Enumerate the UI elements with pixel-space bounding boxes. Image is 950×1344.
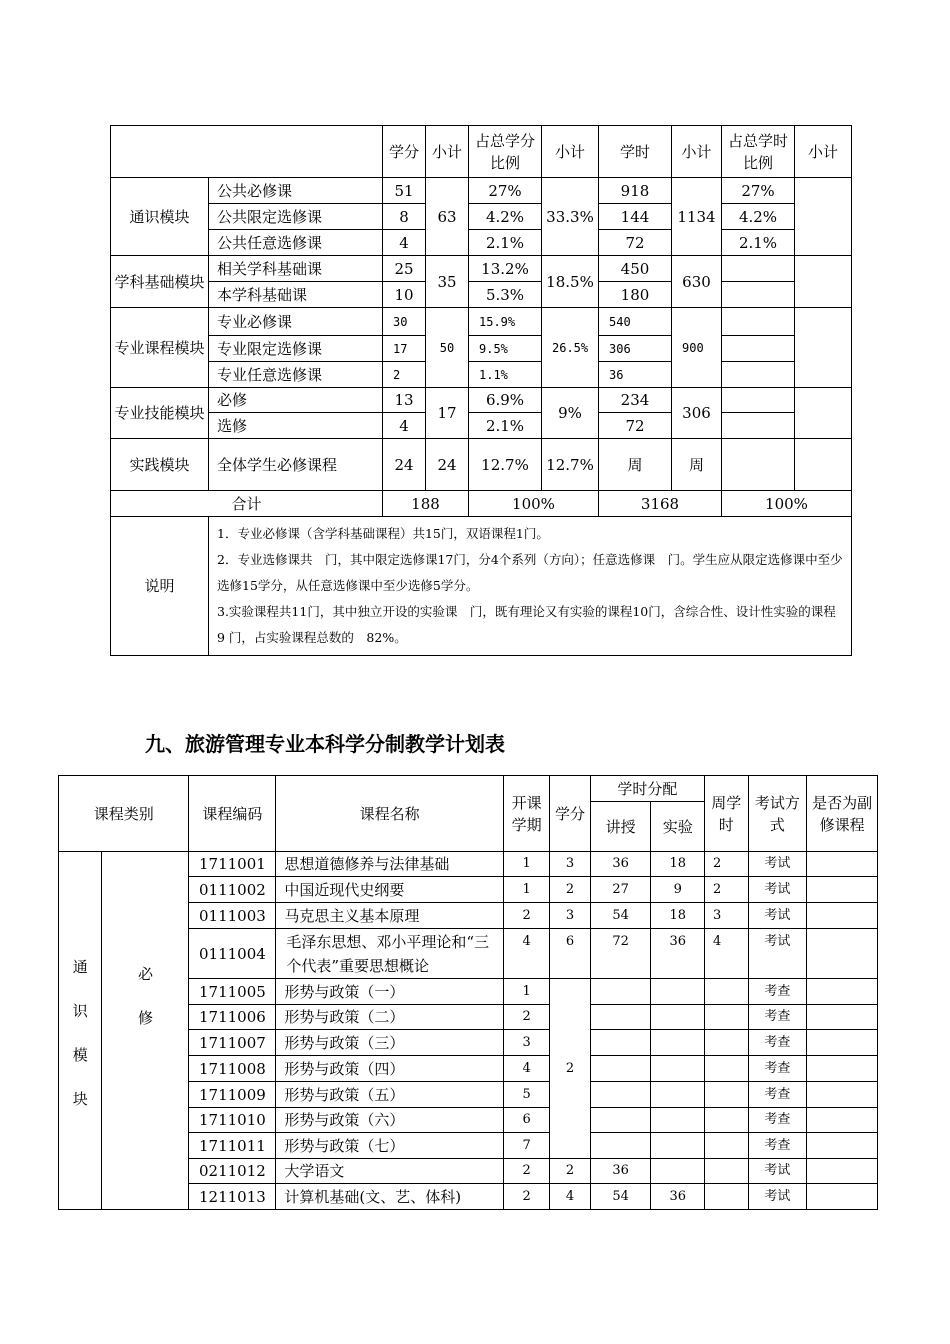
summary-row: [111, 413, 852, 439]
semester: 4: [503, 929, 550, 979]
credit-ratio: 5.3%: [469, 282, 542, 308]
exam-type: 考试: [748, 877, 807, 903]
credit-ratio: 27%: [469, 178, 542, 204]
header-code: 课程编码: [189, 776, 276, 852]
semester: 1: [503, 877, 550, 903]
minor-flag: [807, 1159, 878, 1184]
course-code: 1711008: [189, 1056, 276, 1082]
lecture-hours: [590, 1108, 651, 1133]
header-name: 课程名称: [276, 776, 503, 852]
lecture-hours: 54: [590, 1184, 651, 1210]
hours: 234: [599, 388, 672, 413]
course-code: 0111002: [189, 877, 276, 903]
hours-ratio: [722, 256, 795, 282]
minor-flag: [807, 1030, 878, 1056]
hours-ratio-subtotal: [795, 388, 852, 439]
exam-type: 考试: [748, 929, 807, 979]
semester: 1: [503, 852, 550, 877]
lecture-hours: [590, 1133, 651, 1159]
header-blank: [111, 126, 383, 178]
ratio-subtotal: 33.3%: [542, 178, 599, 256]
module-name: 专业技能模块: [111, 388, 209, 439]
course-name: 形势与政策（四）: [276, 1056, 503, 1082]
header-lecture: 讲授: [590, 802, 651, 852]
summary-row: [111, 439, 852, 491]
lecture-hours: 72: [590, 929, 651, 979]
notes-label: 说明: [111, 517, 209, 656]
course-name: 形势与政策（五）: [276, 1082, 503, 1108]
credit: 10: [383, 282, 426, 308]
lab-hours: [651, 1030, 705, 1056]
course-type: 专业必修课: [209, 308, 383, 336]
exam-type: 考试: [748, 903, 807, 929]
exam-type: 考试: [748, 1159, 807, 1184]
exam-type: 考查: [748, 1030, 807, 1056]
summary-row: [111, 388, 852, 413]
weekly-hours: [705, 1159, 748, 1184]
lecture-hours: [590, 979, 651, 1005]
lab-hours: 18: [651, 903, 705, 929]
course-type: 公共必修课: [209, 178, 383, 204]
course-type: 公共任意选修课: [209, 230, 383, 256]
course-code: 1711007: [189, 1030, 276, 1056]
lab-hours: 36: [651, 929, 705, 979]
course-type: 必修: [209, 388, 383, 413]
credit-ratio: 6.9%: [469, 388, 542, 413]
minor-flag: [807, 1133, 878, 1159]
note-item: 3.实验课程共11门，其中独立开设的实验课 门，既有理论又有实验的课程10门，含综合性、设计性实验的课程9 门，占实验课程总数的 82%。: [217, 604, 836, 645]
plan-header-row: [59, 776, 878, 802]
module-name: 实践模块: [111, 439, 209, 491]
lecture-hours: 36: [590, 852, 651, 877]
credit: 25: [383, 256, 426, 282]
credit: 2: [550, 1159, 590, 1184]
semester: 7: [503, 1133, 550, 1159]
type-label: 必 修: [102, 852, 189, 1210]
semester: 2: [503, 1005, 550, 1030]
hours-ratio: [722, 413, 795, 439]
course-name: 形势与政策（一）: [276, 979, 503, 1005]
hours: 72: [599, 230, 672, 256]
header-subtotal: 小计: [795, 126, 852, 178]
header-minor: 是否为副修课程: [807, 776, 878, 852]
hours-subtotal: 630: [672, 256, 722, 308]
lecture-hours: [590, 1056, 651, 1082]
weekly-hours: [705, 1056, 748, 1082]
hours-ratio: 27%: [722, 178, 795, 204]
minor-flag: [807, 1108, 878, 1133]
course-name: 计算机基础(文、艺、体科): [276, 1184, 503, 1210]
hours-ratio: [722, 282, 795, 308]
course-type: 本学科基础课: [209, 282, 383, 308]
hours: 540: [599, 308, 672, 336]
section-heading: 九、旅游管理专业本科学分制教学计划表: [145, 732, 505, 756]
weekly-hours: 3: [705, 903, 748, 929]
course-code: 0211012: [189, 1159, 276, 1184]
total-credit-ratio: 100%: [469, 491, 599, 517]
credit: 3: [550, 852, 590, 877]
total-row: [111, 491, 852, 517]
weekly-hours: 4: [705, 929, 748, 979]
credit: 51: [383, 178, 426, 204]
summary-row: [111, 308, 852, 336]
credit-ratio: 15.9%: [469, 308, 542, 336]
lab-hours: [651, 1108, 705, 1133]
hours: 144: [599, 204, 672, 230]
course-type: 选修: [209, 413, 383, 439]
hours: 450: [599, 256, 672, 282]
minor-flag: [807, 852, 878, 877]
credit-subtotal: 50: [426, 308, 469, 388]
hours-ratio: [722, 362, 795, 388]
ratio-subtotal: 9%: [542, 388, 599, 439]
course-code: 1711010: [189, 1108, 276, 1133]
hours-ratio: [722, 439, 795, 491]
summary-row: [111, 282, 852, 308]
note-item: 2．专业选修课共 门，其中限定选修课17门，分4个系列（方向）；任意选修课 门。学生应从限定选修课中至少选修15学分，从任意选修课中至少选修5学分。: [217, 552, 843, 593]
weekly-hours: 2: [705, 877, 748, 903]
lecture-hours: [590, 1082, 651, 1108]
exam-type: 考试: [748, 852, 807, 877]
hours-ratio: 4.2%: [722, 204, 795, 230]
course-code: 1711011: [189, 1133, 276, 1159]
hours: 180: [599, 282, 672, 308]
minor-flag: [807, 1005, 878, 1030]
lab-hours: 9: [651, 877, 705, 903]
lab-hours: [651, 1005, 705, 1030]
hours: 306: [599, 336, 672, 362]
exam-type: 考查: [748, 1056, 807, 1082]
course-type: 公共限定选修课: [209, 204, 383, 230]
semester: 6: [503, 1108, 550, 1133]
header-hours: 学时: [599, 126, 672, 178]
teaching-plan-table: [58, 775, 878, 1210]
credit-ratio: 9.5%: [469, 336, 542, 362]
minor-flag: [807, 1056, 878, 1082]
exam-type: 考查: [748, 979, 807, 1005]
course-code: 1711001: [189, 852, 276, 877]
notes-content: [209, 517, 852, 656]
header-credit: 学分: [550, 776, 590, 852]
credit: 4: [383, 413, 426, 439]
hours-ratio: [722, 388, 795, 413]
credit: 13: [383, 388, 426, 413]
credit: 4: [550, 1184, 590, 1210]
course-code: 0111004: [189, 929, 276, 979]
hours-ratio-subtotal: [795, 308, 852, 388]
course-type: 专业任意选修课: [209, 362, 383, 388]
weekly-hours: [705, 1030, 748, 1056]
credit-ratio: 2.1%: [469, 230, 542, 256]
lab-hours: [651, 979, 705, 1005]
module-name: 通识模块: [111, 178, 209, 256]
module-name: 专业课程模块: [111, 308, 209, 388]
total-label: 合计: [111, 491, 383, 517]
hours: 周: [599, 439, 672, 491]
hours-ratio: 2.1%: [722, 230, 795, 256]
total-hours-ratio: 100%: [722, 491, 852, 517]
total-credits: 188: [383, 491, 469, 517]
header-subtotal: 小计: [426, 126, 469, 178]
semester: 3: [503, 1030, 550, 1056]
ratio-subtotal: 26.5%: [542, 308, 599, 388]
lab-hours: [651, 1133, 705, 1159]
semester: 2: [503, 1159, 550, 1184]
lecture-hours: 27: [590, 877, 651, 903]
semester: 2: [503, 1184, 550, 1210]
course-type: 相关学科基础课: [209, 256, 383, 282]
credit: 6: [550, 929, 590, 979]
exam-type: 考查: [748, 1133, 807, 1159]
summary-row: [111, 178, 852, 204]
credit: 2: [550, 979, 590, 1159]
credit-ratio: 13.2%: [469, 256, 542, 282]
weekly-hours: [705, 1184, 748, 1210]
weekly-hours: [705, 979, 748, 1005]
course-code: 1711009: [189, 1082, 276, 1108]
exam-type: 考查: [748, 1082, 807, 1108]
course-name: 大学语文: [276, 1159, 503, 1184]
total-hours: 3168: [599, 491, 722, 517]
note-item: 1．专业必修课（含学科基础课程）共15门，双语课程1门。: [217, 526, 549, 541]
credit-subtotal: 17: [426, 388, 469, 439]
summary-row: [111, 336, 852, 362]
lab-hours: 18: [651, 852, 705, 877]
course-name: 形势与政策（二）: [276, 1005, 503, 1030]
header-credit: 学分: [383, 126, 426, 178]
notes-row: [111, 517, 852, 656]
course-type: 专业限定选修课: [209, 336, 383, 362]
semester: 4: [503, 1056, 550, 1082]
credit: 4: [383, 230, 426, 256]
hours: 72: [599, 413, 672, 439]
credit-subtotal: 24: [426, 439, 469, 491]
ratio-subtotal: 18.5%: [542, 256, 599, 308]
header-category: 课程类别: [59, 776, 189, 852]
header-hours-dist: 学时分配: [590, 776, 704, 802]
lab-hours: [651, 1159, 705, 1184]
course-code: 1711006: [189, 1005, 276, 1030]
credit: 24: [383, 439, 426, 491]
hours-subtotal: 1134: [672, 178, 722, 256]
credit: 17: [383, 336, 426, 362]
credit: 3: [550, 903, 590, 929]
course-code: 1711005: [189, 979, 276, 1005]
weekly-hours: [705, 1108, 748, 1133]
minor-flag: [807, 877, 878, 903]
lab-hours: [651, 1082, 705, 1108]
course-name: 形势与政策（七）: [276, 1133, 503, 1159]
semester: 5: [503, 1082, 550, 1108]
hours-subtotal: 周: [672, 439, 722, 491]
exam-type: 考查: [748, 1005, 807, 1030]
credit-subtotal: 35: [426, 256, 469, 308]
summary-row: [111, 204, 852, 230]
credit-ratio: 4.2%: [469, 204, 542, 230]
summary-row: [111, 362, 852, 388]
summary-row: [111, 256, 852, 282]
minor-flag: [807, 929, 878, 979]
header-subtotal: 小计: [672, 126, 722, 178]
weekly-hours: 2: [705, 852, 748, 877]
lecture-hours: [590, 1030, 651, 1056]
course-name: 思想道德修养与法律基础: [276, 852, 503, 877]
hours-subtotal: 900: [672, 308, 722, 388]
lab-hours: [651, 1056, 705, 1082]
header-lab: 实验: [651, 802, 705, 852]
course-name: 毛泽东思想、邓小平理论和“三个代表”重要思想概论: [276, 929, 503, 979]
lecture-hours: 54: [590, 903, 651, 929]
module-label: 通 识 模 块: [59, 852, 102, 1210]
header-subtotal: 小计: [542, 126, 599, 178]
course-name: 形势与政策（三）: [276, 1030, 503, 1056]
table-row: [59, 852, 878, 877]
course-type: 全体学生必修课程: [209, 439, 383, 491]
semester: 2: [503, 903, 550, 929]
credit: 2: [550, 877, 590, 903]
hours: 918: [599, 178, 672, 204]
hours-subtotal: 306: [672, 388, 722, 439]
credit-ratio: 12.7%: [469, 439, 542, 491]
exam-type: 考试: [748, 1184, 807, 1210]
course-name: 形势与政策（六）: [276, 1108, 503, 1133]
header-credit-ratio: 占总学分比例: [469, 126, 542, 178]
summary-row: [111, 230, 852, 256]
module-name: 学科基础模块: [111, 256, 209, 308]
minor-flag: [807, 1184, 878, 1210]
credit-ratio: 1.1%: [469, 362, 542, 388]
weekly-hours: [705, 1082, 748, 1108]
weekly-hours: [705, 1005, 748, 1030]
lab-hours: 36: [651, 1184, 705, 1210]
hours-ratio-subtotal: [795, 439, 852, 491]
hours-ratio: [722, 336, 795, 362]
weekly-hours: [705, 1133, 748, 1159]
header-exam: 考试方式: [748, 776, 807, 852]
course-name: 中国近现代史纲要: [276, 877, 503, 903]
credit: 2: [383, 362, 426, 388]
summary-header-row: [111, 126, 852, 178]
semester: 1: [503, 979, 550, 1005]
hours-ratio-subtotal: [795, 256, 852, 308]
ratio-subtotal: 12.7%: [542, 439, 599, 491]
hours-ratio: [722, 308, 795, 336]
minor-flag: [807, 903, 878, 929]
credit: 8: [383, 204, 426, 230]
lecture-hours: 36: [590, 1159, 651, 1184]
header-semester: 开课学期: [503, 776, 550, 852]
lecture-hours: [590, 1005, 651, 1030]
exam-type: 考查: [748, 1108, 807, 1133]
course-code: 0111003: [189, 903, 276, 929]
minor-flag: [807, 979, 878, 1005]
credit-subtotal: 63: [426, 178, 469, 256]
credit-summary-table: [110, 125, 852, 656]
hours: 36: [599, 362, 672, 388]
course-name: 马克思主义基本原理: [276, 903, 503, 929]
credit: 30: [383, 308, 426, 336]
course-code: 1211013: [189, 1184, 276, 1210]
header-weekly: 周学时: [705, 776, 748, 852]
header-hours-ratio: 占总学时比例: [722, 126, 795, 178]
hours-ratio-subtotal: [795, 178, 852, 256]
credit-ratio: 2.1%: [469, 413, 542, 439]
minor-flag: [807, 1082, 878, 1108]
